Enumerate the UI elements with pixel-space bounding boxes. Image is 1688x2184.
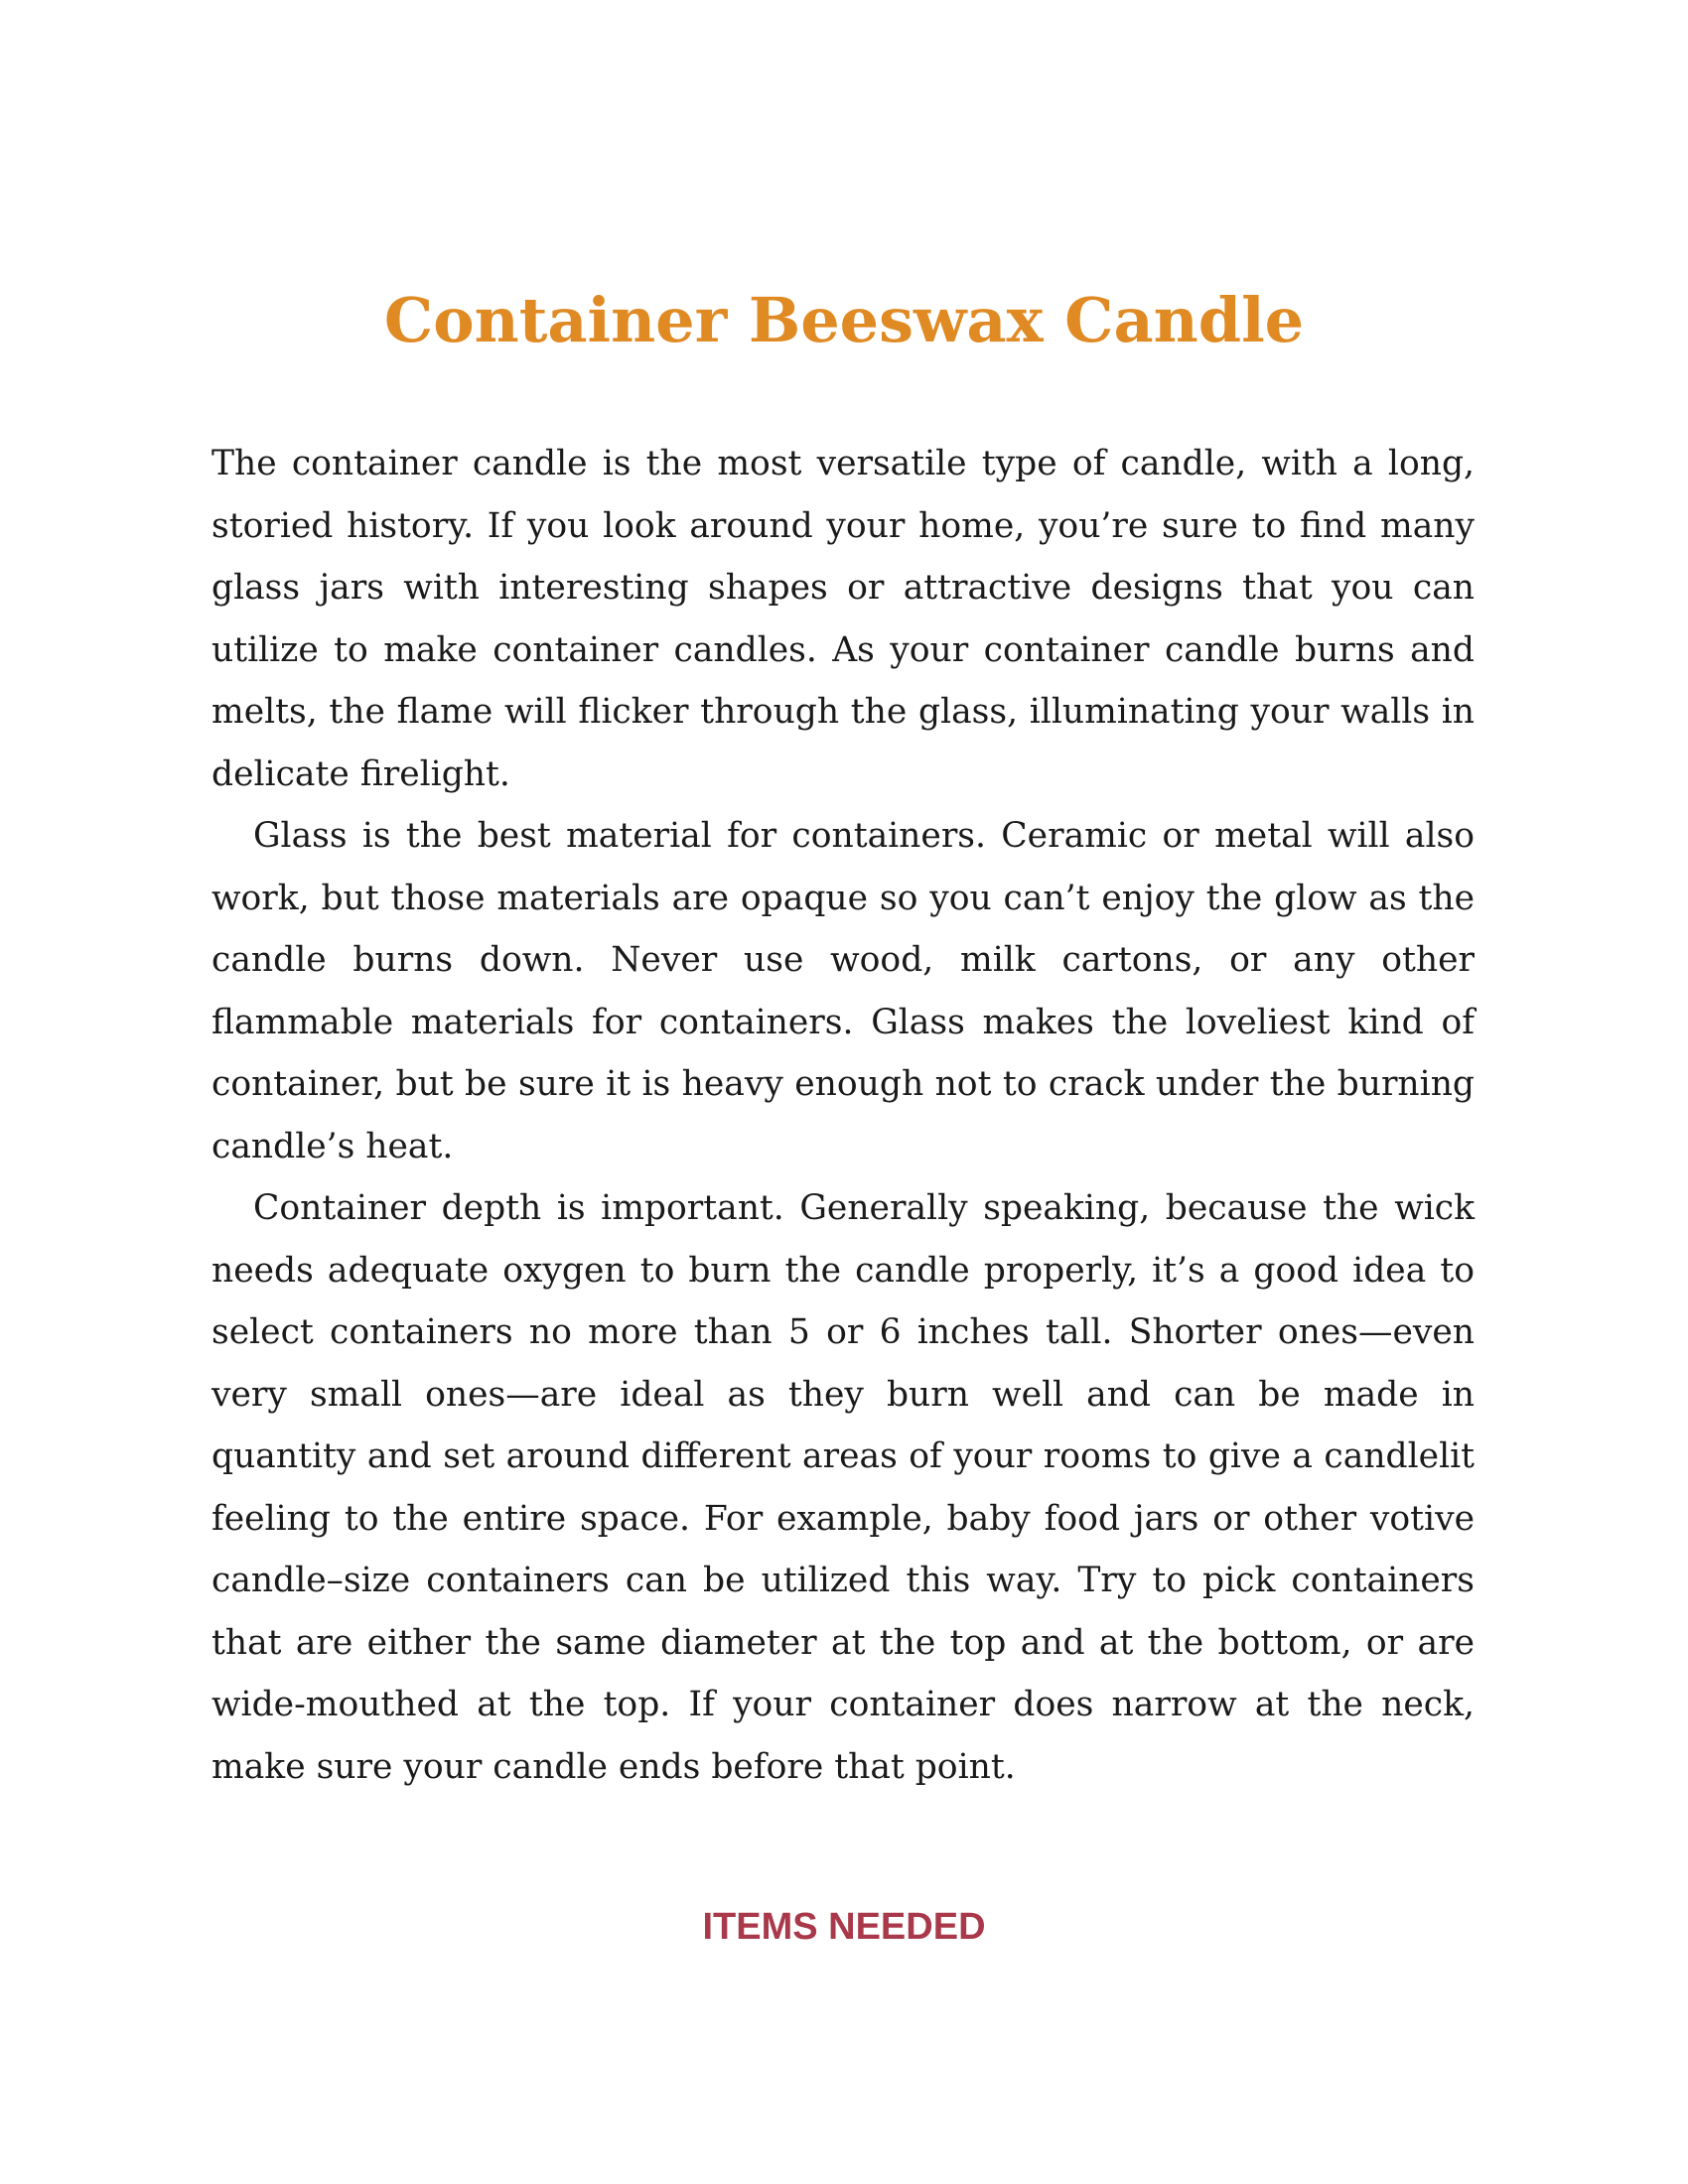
paragraph: Glass is the best material for containers. Ceramic or metal will also work, but those materials are opaque so you can’t enjoy the glow as the candle burns down. Never use wood, milk cartons, or any other flammable materials for containers. Glass makes the loveliest kind of container, but be sure it is heavy enough not to crack under the burning candle’s heat. — [211, 816, 1475, 1166]
section-heading: ITEMS NEEDED — [702, 1906, 986, 1948]
paragraph: The container candle is the most versatile type of candle, with a long, storied history. If you look around your home, you’re sure to find many glass jars with interesting shapes or attractive designs that you can utilize to make container candles. As your container candle burns and melts, the flame will flicker through the glass, illuminating your walls in delicate firelight. — [211, 444, 1475, 794]
page-title: Container Beeswax Candle — [383, 284, 1305, 356]
paragraph: Container depth is important. Generally speaking, because the wick needs adequate oxygen to burn the candle properly, it’s a good idea to select containers no more than 5 or 6 inches tall. Shorter ones—even very small ones—are ideal as they burn well and can be made in quantity and set around different areas of your rooms to give a candlelit feeling to the entire space. For example, baby food jars or other votive candle–size containers can be utilized this way. Try to pick containers that are either the same diameter at the top and at the bottom, or are wide-mouthed at the top. If your container does narrow at the neck, make sure your candle ends before that point. — [211, 1188, 1475, 1787]
body-text — [211, 433, 1475, 1798]
